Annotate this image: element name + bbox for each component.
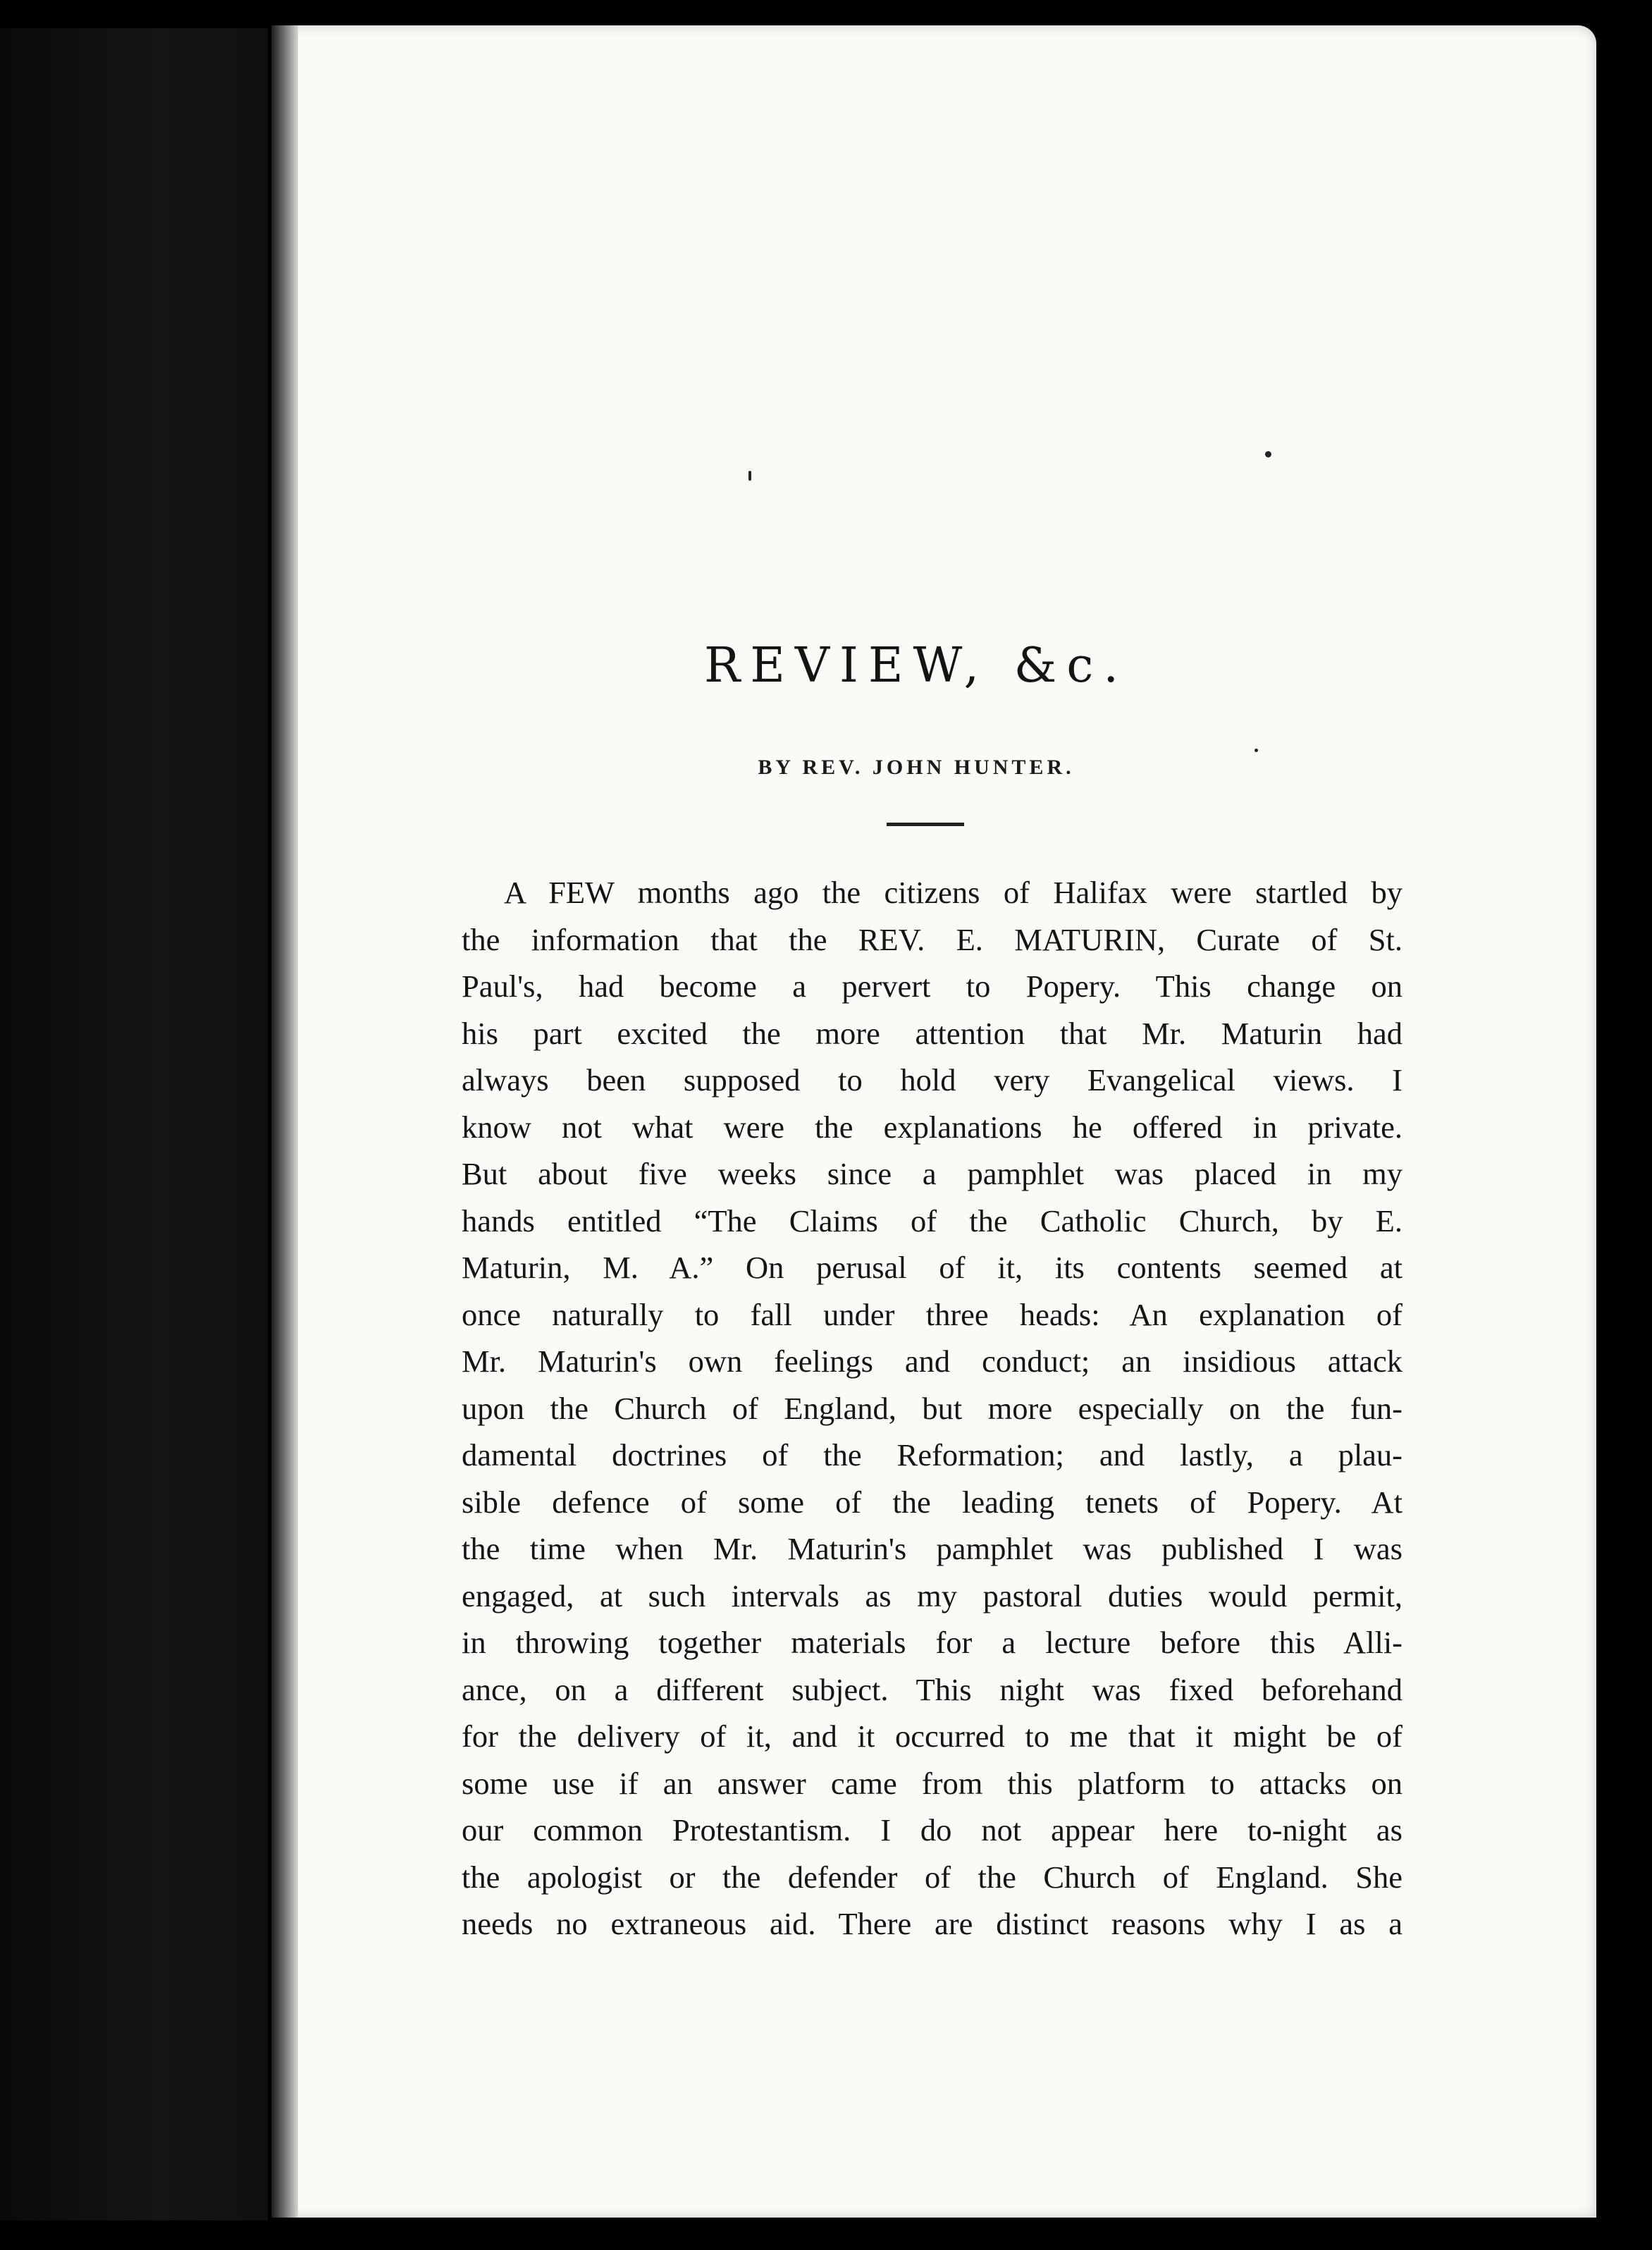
- text-line: hands entitled “The Claims of the Catholic Church, by E.: [462, 1203, 1403, 1238]
- text-line: Mr. Maturin's own feelings and conduct; an insidious attack: [462, 1344, 1403, 1379]
- text-line: the apologist or the defender of the Church of England. She: [462, 1859, 1403, 1895]
- text-line: the time when Mr. Maturin's pamphlet was published I was: [462, 1531, 1403, 1566]
- text-line: our common Protestantism. I do not appear here to-night as: [462, 1812, 1403, 1848]
- text-line: needs no extraneous aid. There are distinct reasons why I as a: [462, 1906, 1403, 1941]
- text-line: engaged, at such intervals as my pastoral duties would permit,: [462, 1578, 1403, 1613]
- text-line: for the delivery of it, and it occurred to me that it might be of: [462, 1719, 1403, 1754]
- ink-speck: [748, 471, 751, 481]
- text-line: But about five weeks since a pamphlet was placed in my: [462, 1156, 1403, 1191]
- text-line: sible defence of some of the leading tenets of Popery. At: [462, 1484, 1403, 1520]
- previous-page-edge: [0, 28, 268, 2220]
- text-line: damental doctrines of the Reformation; and lastly, a plau-: [462, 1437, 1403, 1473]
- text-line: his part excited the more attention that Mr. Maturin had: [462, 1015, 1403, 1051]
- body-paragraph: [462, 869, 1403, 1948]
- heading-rule: [887, 823, 964, 826]
- text-line: the information that the REV. E. MATURIN, Curate of St.: [462, 921, 1403, 957]
- text-line: Paul's, had become a pervert to Popery. This change on: [462, 969, 1403, 1004]
- text-line: always been supposed to hold very Evangelical views. I: [462, 1062, 1403, 1098]
- text-line: once naturally to fall under three heads: An explanation of: [462, 1296, 1403, 1332]
- text-line: in throwing together materials for a lecture before this Alli-: [462, 1625, 1403, 1660]
- text-line: upon the Church of England, but more especially on the fun-: [462, 1390, 1403, 1426]
- text-line: Maturin, M. A.” On perusal of it, its contents seemed at: [462, 1250, 1403, 1285]
- text-line: some use if an answer came from this platform to attacks on: [462, 1765, 1403, 1801]
- text-line: A FEW months ago the citizens of Halifax were startled by: [504, 875, 1403, 910]
- author-byline: BY REV. JOHN HUNTER.: [758, 756, 1075, 779]
- ink-speck: [1255, 749, 1258, 752]
- page-heading: REVIEW, &c.: [704, 638, 1128, 694]
- page-gutter: [271, 25, 298, 2218]
- text-line: know not what were the explanations he offered in private.: [462, 1109, 1403, 1145]
- text-line: ance, on a different subject. This night was fixed beforehand: [462, 1671, 1403, 1707]
- ink-speck: [1265, 451, 1271, 457]
